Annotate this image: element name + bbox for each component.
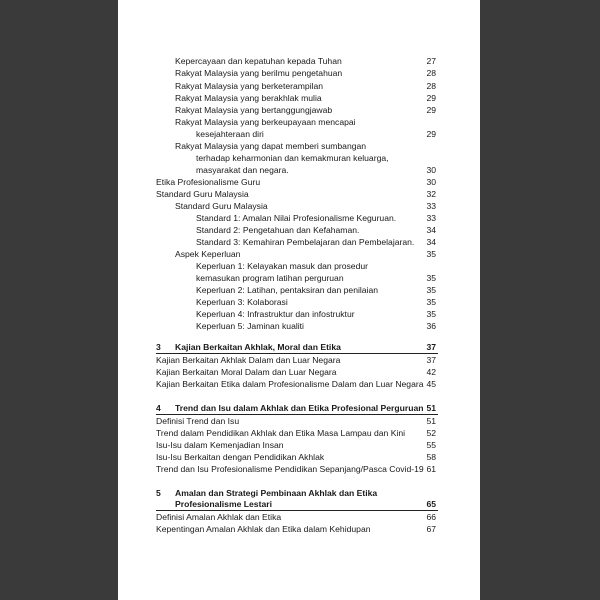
document-page: Kepercayaan dan kepatuhan kepada Tuhan 27 Rakyat Malaysia yang berilmu pengetahuan 28 Rakyat Malaysia yang berketerampilan 28 Rakyat Malaysia yang berakhlak mulia 29 Rakyat Malaysia yang bertanggungjawab 29 Rakyat Malaysia yang berkeupayaan mencapai kesejahteraan diri 29 Rakyat Malaysia yang dapat memberi sumbangan terhadap keharmonian dan kemakmuran keluarga, masyarakat dan negara. 30 Etika Profesionalisme Guru 30 Standard Guru Malaysia 32 Standard Guru Malaysia 33 Standard 1: Amalan Nilai Profesionalisme Keguruan. 33 Standard 2: Pengetahuan dan Kefahaman. 34 Standard 3: Kemahiran Pembelajaran dan Pembelajaran. 34 Aspek Keperluan 35 Keperluan 1: Kelayakan masuk dan prosedur kemasukan program latihan perguruan 35 Keperluan 2: Latihan, pentaksiran dan penilaian 35 Keperluan 3: Kolaborasi 35 Keperluan 4: Infrastruktur dan infostruktur 35 Keperluan 5: Jaminan kualiti 36 3 Kajian Berkaitan Akhlak, Moral dan Etika 37 Kajian Berkaitan Akhlak Dalam dan Luar Negara 37 Kajian Berkaitan Moral Dalam dan Luar Negara 42 Kajian Berkaitan Etika dalam Profesionalisme Dalam dan Luar Negara 45 4 Trend dan Isu dalam Akhlak dan Etika Profesional Perguruan 51 Definisi Trend dan Isu 51 Trend dalam Pendidikan Akhlak dan Etika Masa Lampau dan Kini 52 Isu-Isu dalam Kemenjadian Insan 55 Isu-Isu Berkaitan dengan Pendidikan Akhlak 58 Trend dan Isu Profesionalisme Pendidikan Sepanjang/Pasca Covid-19 61 5 Amalan dan Strategi Pembinaan Akhlak dan Etika Profesionalisme Lestari 65 Definisi Amalan Akhlak dan Etika 66 Kepentingan Amalan Akhlak dan Etika dalam Kehidupan 67	[118, 0, 480, 600]
chapter-rule	[156, 414, 438, 415]
chapter-rule	[156, 510, 438, 511]
chapter-rule	[156, 353, 438, 354]
